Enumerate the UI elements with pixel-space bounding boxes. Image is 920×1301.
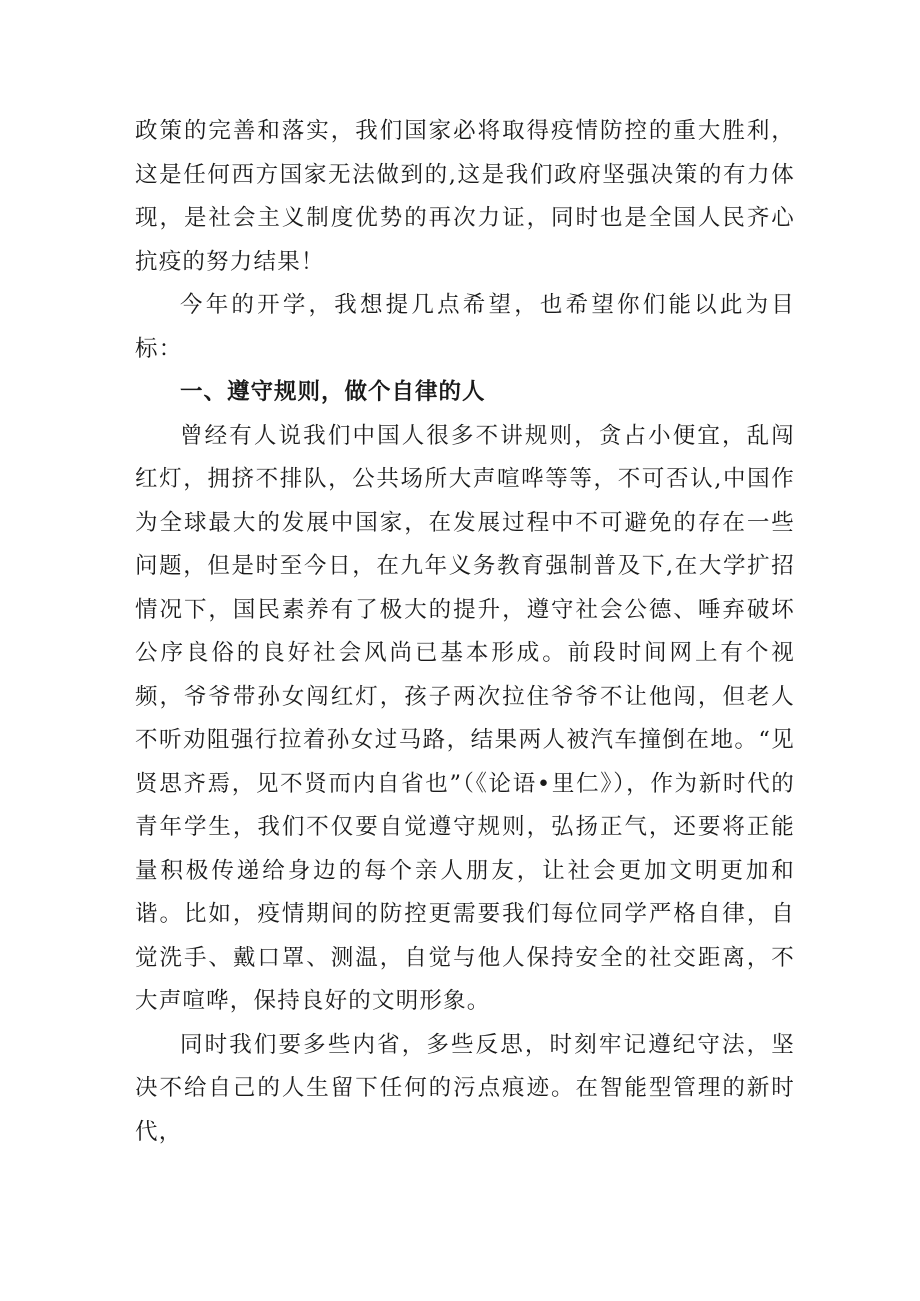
document-body — [135, 110, 795, 1154]
paragraph: 今年的开学，我想提几点希望，也希望你们能以此为目标： — [135, 292, 795, 362]
paragraph: 曾经有人说我们中国人很多不讲规则，贪占小便宜，乱闯红灯，拥挤不排队，公共场所大声喧哗等等，不可否认,中国作为全球最大的发展中国家，在发展过程中不可避免的存在一些问题，但是时至今日，在九年义务教育强制普及下,在大学扩招情况下，国民素养有了极大的提升，遵守社会公德、唾弃破坏公序良俗的良好社会风尚已基本形成。前段时间网上有个视频，爷爷带孙女闯红灯，孩子两次拉住爷爷不让他闯，但老人不听劝阻强行拉着孙女过马路，结果两人被汽车撞倒在地。“见贤思齐焉，见不贤而内自省也”（《论语•里仁》），作为新时代的青年学生，我们不仅要自觉遵守规则，弘扬正气，还要将正能量积极传递给身边的每个亲人朋友，让社会更加文明更加和谐。比如，疫情期间的防控更需要我们每位同学严格自律，自觉洗手、戴口罩、测温，自觉与他人保持安全的社交距离，不大声喧哗，保持良好的文明形象。 — [135, 422, 795, 1014]
paragraph: 同时我们要多些内省，多些反思，时刻牢记遵纪守法，坚决不给自己的人生留下任何的污点痕迹。在智能型管理的新时代， — [135, 1031, 795, 1145]
paragraph: 政策的完善和落实，我们国家必将取得疫情防控的重大胜利，这是任何西方国家无法做到的,这是我们政府坚强决策的有力体现，是社会主义制度优势的再次力证，同时也是全国人民齐心抗疫的努力结果！ — [135, 118, 795, 275]
section-heading: 一、遵守规则，做个自律的人 — [180, 379, 486, 405]
